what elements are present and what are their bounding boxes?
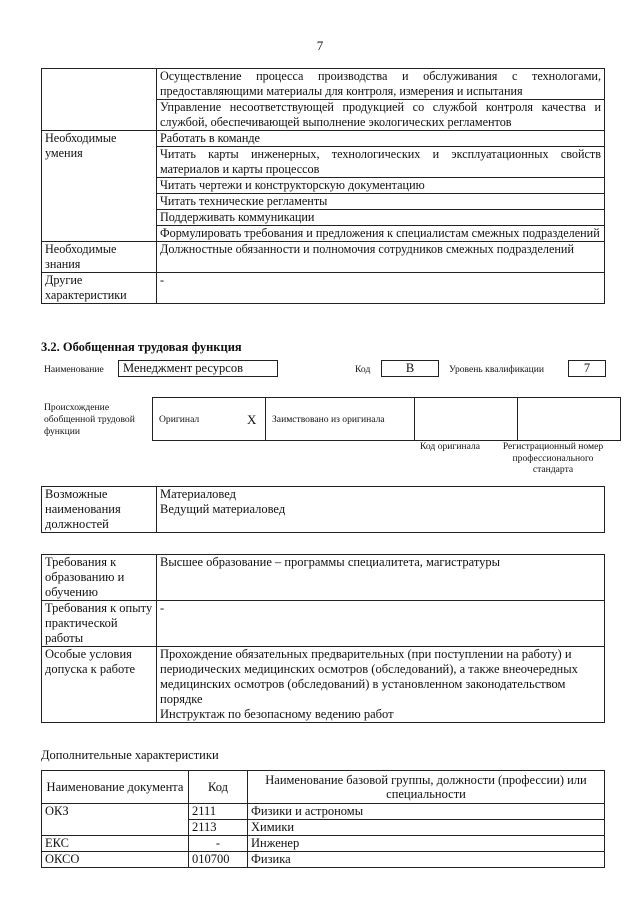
header-code: Код [189,771,248,804]
level-label: Уровень квалификации [449,364,545,375]
name-cell: Физики и астрономы [248,804,605,820]
borrowed-label: Заимствовано из оригинала [266,398,415,441]
doc-cell: ОКЗ [42,804,189,836]
original-code-cell [415,398,518,441]
table-item: Читать технические регламенты [157,194,605,210]
section-title: 3.2. Обобщенная трудовая функция [41,340,242,354]
doc-cell: ЕКС [42,836,189,852]
header-document: Наименование документа [42,771,189,804]
original-code-caption: Код оригинала [419,441,481,452]
code-cell: 2111 [189,804,248,820]
knowledge-label: Необходимые знания [42,242,157,273]
additional-title: Дополнительные характеристики [41,748,219,762]
other-label: Другие характеристики [42,273,157,304]
table-label-empty [42,69,157,131]
requirement-value: - [157,601,605,647]
table-item: Формулировать требования и предложения к специалистам смежных подразделений [157,226,605,242]
name-label: Наименование [44,364,104,375]
position-item: Ведущий материаловед [160,502,286,516]
additional-table [41,770,605,868]
doc-cell: ОКСО [42,852,189,868]
table-item: Должностные обязанности и полномочия сотрудников смежных подразделений [157,242,605,273]
code-cell: 2113 [189,820,248,836]
registration-number-cell [518,398,621,441]
positions-table [41,486,605,533]
level-value: 7 [568,360,606,377]
table-item: Читать карты инженерных, технологических и эксплуатационных свойств материалов и карты процессов [157,147,605,178]
header-name: Наименование базовой группы, должности (профессии) или специальности [248,771,605,804]
registration-caption: Регистрационный номер профессионального стандарта [502,441,604,475]
position-item: Материаловед [160,487,237,501]
origin-label: Происхождение обобщенной трудовой функции [44,402,135,437]
code-cell: 010700 [189,852,248,868]
requirement-label: Требования к опыту практической работы [42,601,157,647]
name-value: Менеджмент ресурсов [118,360,278,377]
table-item: Поддерживать коммуникации [157,210,605,226]
page-number: 7 [316,38,324,53]
requirements-table [41,554,605,723]
table-item: Читать чертежи и конструкторскую документацию [157,178,605,194]
positions-label: Возможные наименования должностей [42,487,157,533]
origin-table [152,397,621,441]
name-cell: Физика [248,852,605,868]
name-cell: Химики [248,820,605,836]
original-label: Оригинал [153,398,242,441]
skills-table [41,68,605,304]
code-value: B [381,360,439,377]
requirement-value: Прохождение обязательных предварительных (при поступлении на работу) и периодических медицинских осмотров (обследований), а также внеочередных медицинских осмотров (обследований) в установленном законодательством порядке [160,647,578,706]
requirement-value: Высшее образование – программы специалитета, магистратуры [157,555,605,601]
requirement-label: Требования к образованию и обучению [42,555,157,601]
table-item: Управление несоответствующей продукцией со службой контроля качества и службой, обеспечивающей выполнение экологических регламентов [157,100,605,131]
code-cell: - [189,836,248,852]
table-item: Работать в команде [157,131,605,147]
requirement-value-2: Инструктаж по безопасному ведению работ [160,707,394,721]
table-item: - [157,273,605,304]
code-label: Код [355,364,371,375]
requirement-label: Особые условия допуска к работе [42,647,157,723]
table-item: Осуществление процесса производства и обслуживания с технологами, предоставляющими материалы для контроля, измерения и испытания [157,69,605,100]
original-mark: X [241,398,266,441]
name-cell: Инженер [248,836,605,852]
skills-label: Необходимые умения [42,131,157,242]
